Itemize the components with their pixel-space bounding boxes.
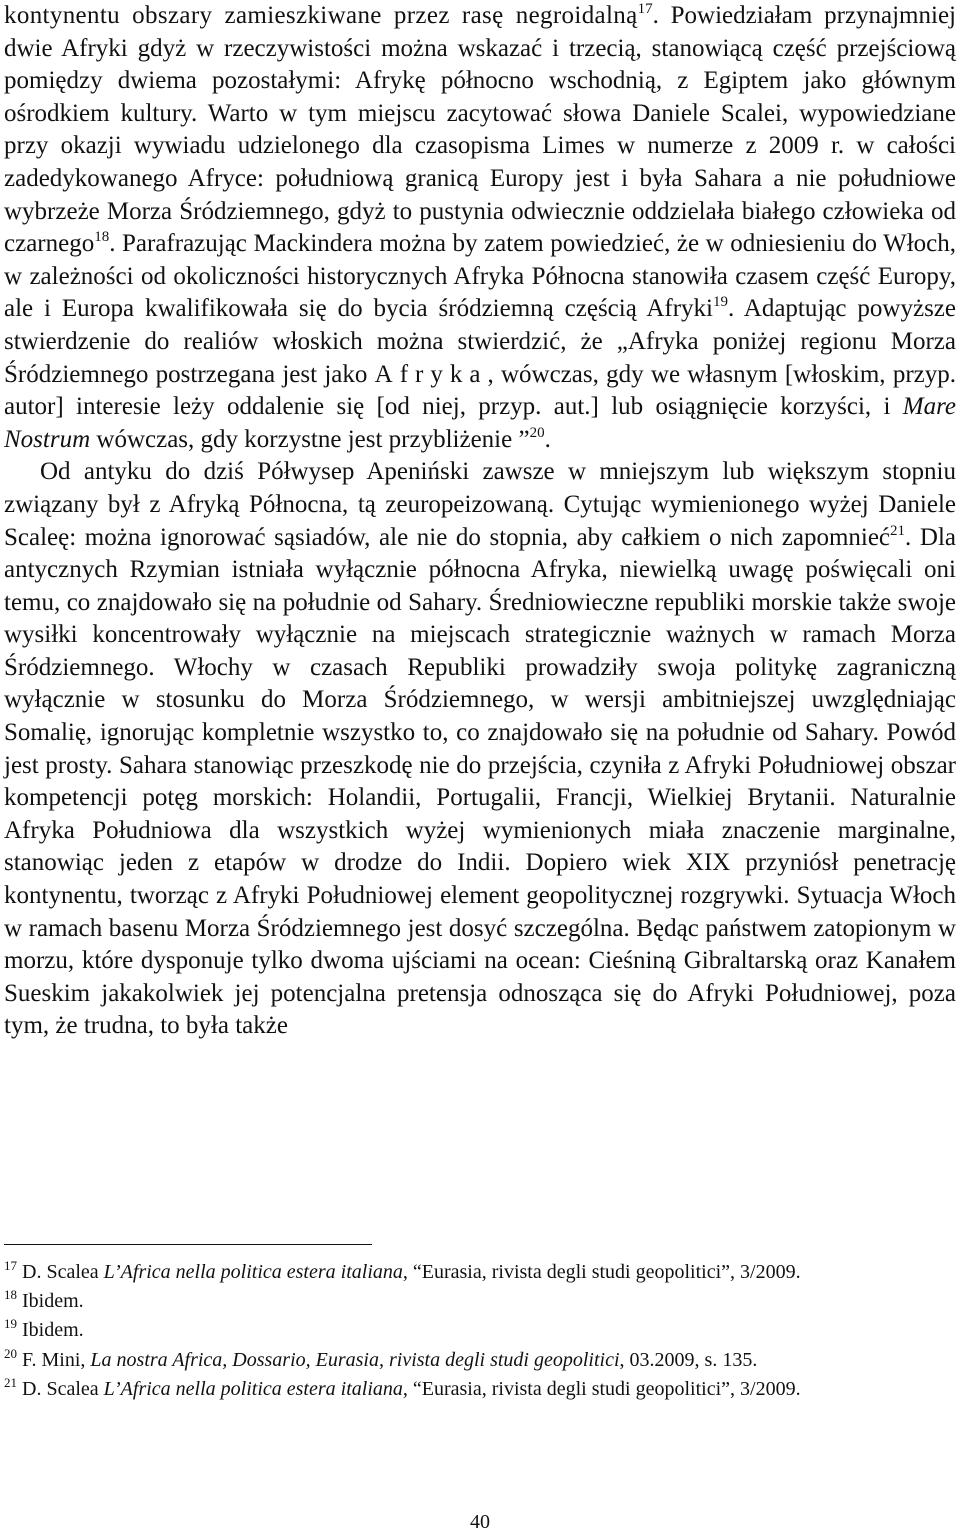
italic-term: Mare Nostrum (4, 393, 956, 453)
footnote-source: , “Eurasia, rivista degli studi geopolitici”, 3/2009. (402, 1377, 801, 1400)
footnote-number: 17 (4, 1258, 17, 1273)
footnote-number: 20 (4, 1345, 17, 1361)
footnote-author: D. Scalea (22, 1261, 104, 1283)
footnote-title: L’Africa nella politica estera italiana (103, 1261, 403, 1283)
paragraph-1 (4, 0, 956, 456)
footnote-18 (4, 1287, 956, 1316)
footnote-ref-21: 21 (890, 522, 906, 539)
footnote-ref-19: 19 (713, 294, 728, 311)
footnote-ref-17: 17 (637, 1, 653, 17)
footnotes (4, 1258, 956, 1404)
footnote-21 (4, 1375, 956, 1404)
footnote-text: Ibidem. (22, 1290, 84, 1313)
paragraph-text: Od antyku do dziś Półwysep Apeniński zawsze w mniejszym lub większym stopniu związany był z Afryką Północna, tą zeuropeizowaną. Cytując wymienionego wyżej Daniele Scaleę: można ignorować sąsiadów, ale nie do stopnia, aby całkiem o nich zapomnieć (4, 458, 956, 551)
paragraph-text: . Parafrazując Mackindera można by zatem powiedzieć, że w odniesieniu do Włoch, w zależności od okoliczności historycznych Afryka Północna stanowiła czasem część Europy, ale i Europa kwalifikowała się do bycia śródziemną częścią Afryki (4, 230, 956, 323)
footnote-source: , “Eurasia, rivista degli studi geopolitici”, 3/2009. (402, 1261, 801, 1283)
footnote-ref-20: 20 (529, 424, 545, 441)
paragraph-text: . (544, 425, 551, 453)
footnote-number: 19 (4, 1316, 17, 1332)
footnote-number: 18 (4, 1287, 17, 1303)
paragraph-text: wówczas, gdy korzystne jest przybliżenie ” (90, 425, 530, 453)
body-text (4, 0, 956, 1043)
paragraph-text: . Dla antycznych Rzymian istniała wyłącznie północna Afryka, niewielką uwagę poświęcali oni temu, co znajdowało się na południe od Sahary. Średniowieczne republiki morskie także swoje wysiłki koncentrowały wyłącznie na miejscach strategicznie ważnych w ramach Morza Śródziemnego. Włochy w czasach Republiki prowadziły swoja politykę zagraniczną wyłącznie w stosunku do Morza Śródziemnego, w wersji ambitniejszej uwzględniając Somalię, ignorując kompletnie wszystko to, co znajdowało się na południe od Sahary. Powód jest prosty. Sahara stanowiąc przeszkodę nie do przejścia, czyniła z Afryki Południowej obszar kompetencji potęg morskich: Holandii, Portugalii, Francji, Wielkiej Brytanii. Naturalnie Afryka Południowa dla wszystkich wyżej wymienionych miała znaczenie marginalne, stanowiąc jeden z etapów w drodze do Indii. Dopiero wiek XIX przyniósł penetrację kontynentu, tworząc z Afryki Południowej element geopolitycznej rozgrywki. Sytuacja Włoch w ramach basenu Morza Śródziemnego jest dosyć szczególna. Będąc państwem zatopionym w morzu, które dysponuje tylko dwoma ujściami na ocean: Cieśniną Gibraltarską oraz Kanałem Sueskim jakakolwiek jej potencjalna pretensja odnosząca się do Afryki Południowej, poza tym, że trudna, to była także (4, 523, 956, 1040)
footnote-title: La nostra Africa, Dossario, Eurasia, rivista degli studi geopolitici (90, 1348, 620, 1371)
paragraph-text: . Powiedziałam przynajmniej dwie Afryki gdyż w rzeczywistości można wskazać i trzecią, stanowiącą część przejściową pomiędzy dwiema pozostałymi: Afrykę północno wschodnią, z Egiptem jako głównym ośrodkiem kultury. Warto w tym miejscu zacytować słowa Daniele Scalei, wypowiedziane przy okazji wywiadu udzielonego dla czasopisma Limes w numerze z 2009 r. w całości zadedykowanego Afryce: południową granicą Europy jest i była Sahara a nie południowe wybrzeże Morza Śródziemnego, gdyż to pustynia odwiecznie oddzielała białego człowieka od czarnego (4, 2, 956, 258)
spaced-word: Afryka (374, 360, 488, 388)
footnote-divider (4, 1244, 372, 1245)
footnote-text: Ibidem. (22, 1319, 84, 1342)
footnote-20 (4, 1346, 956, 1375)
page-number: 40 (470, 1511, 490, 1533)
footnote-17 (4, 1258, 956, 1287)
footnote-title: L’Africa nella politica estera italiana (103, 1377, 403, 1400)
footnote-19 (4, 1316, 956, 1345)
paragraph-text: , wówczas, gdy we własnym [włoskim, przyp. autor] interesie leży oddalenie się [od niej, przyp. aut.] lub osiągnięcie korzyści, i (4, 360, 956, 421)
footnote-author: F. Mini, (22, 1348, 91, 1371)
paragraph-text: . Adaptując powyższe stwierdzenie do realiów włoskich można stwierdzić, że „Afryka poniżej regionu Morza Śródziemnego postrzegana jest jako (4, 295, 956, 388)
footnote-number: 21 (4, 1374, 17, 1390)
footnote-author: D. Scalea (22, 1377, 104, 1400)
footnote-ref-18: 18 (94, 229, 110, 246)
footnote-source: , 03.2009, s. 135. (619, 1348, 758, 1371)
paragraph-text: kontynentu obszary zamieszkiwane przez rasę negroidalną (4, 2, 638, 29)
paragraph-2 (4, 456, 956, 1043)
